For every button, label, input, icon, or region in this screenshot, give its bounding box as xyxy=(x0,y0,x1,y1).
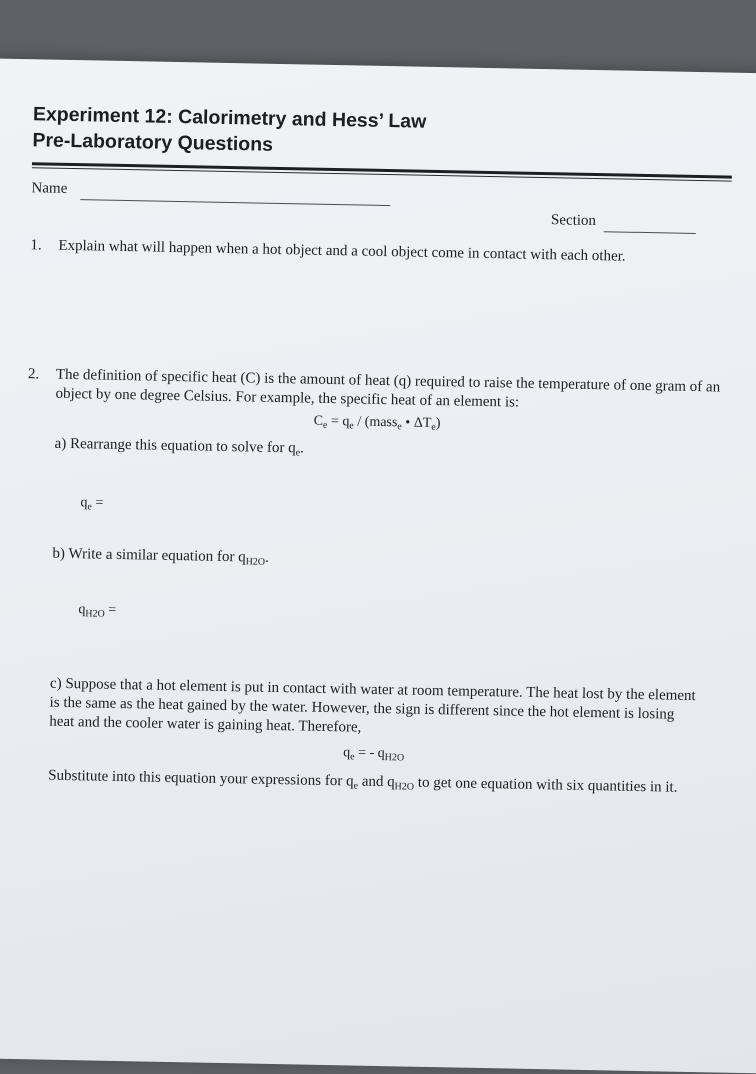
eq-t-sub: e xyxy=(431,421,436,434)
title-line-1: Experiment 12: Calorimetry and Hess’ Law xyxy=(32,103,427,133)
eq-c: C xyxy=(313,413,324,429)
name-label: Name xyxy=(31,180,68,197)
part-b-label: b) xyxy=(52,545,66,562)
balance-mid: = - q xyxy=(354,745,385,762)
part-c-label: c) xyxy=(49,675,62,692)
substitute-text-3: to get one equation with six quantities in it. xyxy=(413,774,678,796)
eq-mid-3: • ΔT xyxy=(401,415,432,431)
eq-mid-1: = q xyxy=(327,413,350,430)
substitute-text-2: and q xyxy=(357,773,395,791)
part-b-text: Write a similar equation for q xyxy=(68,545,246,566)
part-b-answer-eq: = xyxy=(104,602,117,618)
substitute-sub-2: H2O xyxy=(394,781,415,793)
name-field[interactable] xyxy=(80,199,390,206)
section-field[interactable] xyxy=(604,231,696,234)
part-a-text: Rearrange this equation to solve for q xyxy=(69,435,296,457)
balance-q-e: q xyxy=(343,745,351,761)
heat-balance-equation xyxy=(49,740,699,769)
part-c-text: Suppose that a hot element is put in contact with water at room temperature. The heat lost by the element is the same as the heat gained by the water. However, the sign is different since the hot element is losing heat and the cooler water is gaining heat. Therefore, xyxy=(49,675,696,736)
name-section-row xyxy=(31,168,732,241)
part-b-answer-sub: H2O xyxy=(85,608,105,620)
eq-c-sub: e xyxy=(322,419,328,431)
question-1-text: Explain what will happen when a hot object and a cool object come in contact with each other. xyxy=(58,237,626,265)
part-a-prompt xyxy=(54,435,726,471)
part-a-answer-sub: e xyxy=(87,501,92,513)
substitute-text-1: Substitute into this equation your expressions for q xyxy=(48,767,354,790)
balance-q-e-sub: e xyxy=(350,751,355,763)
part-b-text-end: . xyxy=(265,549,270,566)
balance-q-h2o-sub: H2O xyxy=(384,752,405,764)
section-label: Section xyxy=(550,212,597,230)
part-c-prompt xyxy=(49,675,700,744)
question-1-answer-space[interactable] xyxy=(28,255,730,378)
question-2-text: The definition of specific heat (C) is the amount of heat (q) required to raise the temperature of one gram of an object by one degree Celsius. For example, the specific heat of an element is: xyxy=(55,366,721,411)
eq-end: ) xyxy=(435,416,441,432)
eq-mass-sub: e xyxy=(397,421,402,433)
part-a-answer-q: q xyxy=(80,495,88,511)
worksheet-content xyxy=(20,101,733,802)
title-line-2: Pre-Laboratory Questions xyxy=(32,129,274,156)
page-title xyxy=(32,101,733,166)
eq-q-sub: e xyxy=(349,420,354,432)
question-1-number: 1. xyxy=(30,237,42,254)
part-b-prompt xyxy=(52,545,724,581)
part-b-answer[interactable] xyxy=(78,602,723,631)
part-a-answer[interactable] xyxy=(80,495,725,524)
part-a-text-end: . xyxy=(300,440,305,457)
substitute-sub-1: e xyxy=(353,780,359,792)
part-a-label: a) xyxy=(54,435,67,452)
part-a-text-sub: e xyxy=(295,447,301,459)
worksheet-page xyxy=(0,58,756,1074)
question-2-number: 2. xyxy=(27,366,40,383)
part-a-answer-eq: = xyxy=(91,495,104,511)
part-b-answer-q: q xyxy=(78,602,86,618)
part-b-text-sub: H2O xyxy=(245,556,266,568)
eq-mid-2: / (mass xyxy=(353,414,398,431)
part-c-substitute-text xyxy=(48,767,703,803)
